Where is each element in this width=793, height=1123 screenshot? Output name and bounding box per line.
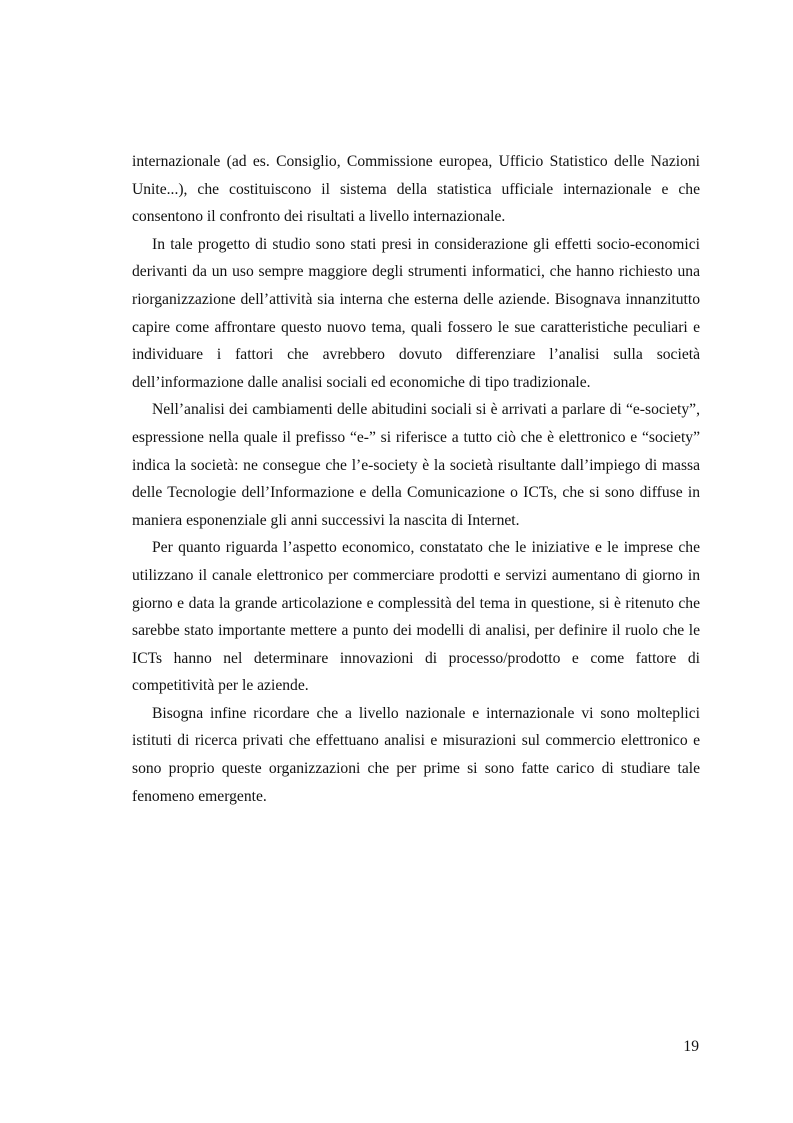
paragraph-research-institutes: Bisogna infine ricordare che a livello nazionale e internazionale vi sono molteplici istituti di ricerca privati che effettuano analisi e misurazioni sul commercio elettronico e sono proprio queste organizzazioni che per prime si sono fatte carico di studiare tale fenomeno emergente. bbox=[132, 704, 700, 805]
paragraph-continuation: internazionale (ad es. Consiglio, Commissione europea, Ufficio Statistico delle Nazioni Unite...), che costituiscono il sistema della statistica ufficiale internazionale e che consentono il confronto dei risultati a livello internazionale. bbox=[132, 153, 700, 226]
paragraph-e-society: Nell’analisi dei cambiamenti delle abitudini sociali si è arrivati a parlare di “e-society”, espressione nella quale il prefisso “e-” si riferisce a tutto ciò che è elettronico e “society” indica la società: ne consegue che l’e-society è la società risultante dall’impiego di massa delle Tecnologie dell’Informazione e della Comunicazione o ICTs, che si sono diffuse in maniera esponenziale gli anni successivi la nascita di Internet. bbox=[132, 401, 700, 529]
page-number: 19 bbox=[683, 1038, 699, 1055]
body-text bbox=[132, 148, 700, 810]
paragraph-economic-aspect: Per quanto riguarda l’aspetto economico, constatato che le iniziative e le imprese che utilizzano il canale elettronico per commerciare prodotti e servizi aumentano di giorno in giorno e data la grande articolazione e complessità del tema in questione, si è ritenuto che sarebbe stato importante mettere a punto dei modelli di analisi, per definire il ruolo che le ICTs hanno nel determinare innovazioni di processo/prodotto e come fattore di competitività per le aziende. bbox=[132, 539, 700, 695]
paragraph-study-project: In tale progetto di studio sono stati presi in considerazione gli effetti socio-economici derivanti da un uso sempre maggiore degli strumenti informatici, che hanno richiesto una riorganizzazione dell’attività sia interna che esterna delle aziende. Bisognava innanzitutto capire come affrontare questo nuovo tema, quali fossero le sue caratteristiche peculiari e individuare i fattori che avrebbero dovuto differenziare l’analisi sulla società dell’informazione dalle analisi sociali ed economiche di tipo tradizionale. bbox=[132, 235, 700, 391]
